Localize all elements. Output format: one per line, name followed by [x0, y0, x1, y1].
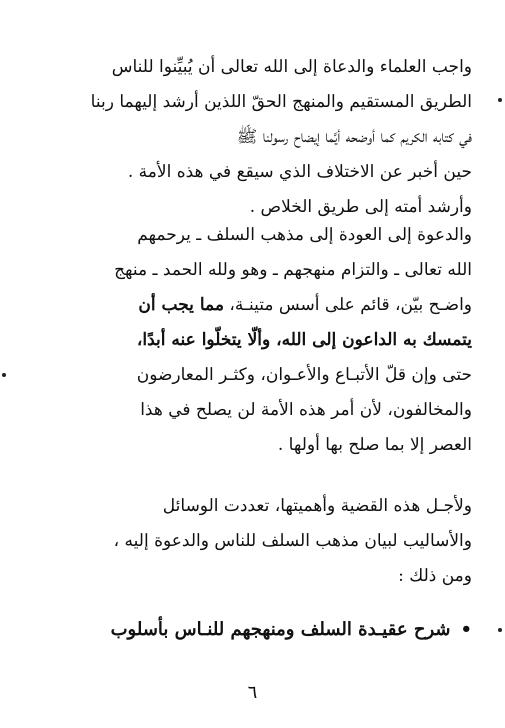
text-line: حتى وإن قلّ الأتبـاع والأعـوان، وكثـر المعارضون: [136, 365, 472, 385]
text-line: واجب العلماء والدعاة إلى الله تعالى أن يُبيِّنوا للناس: [111, 57, 472, 77]
text-line: الطريق المستقيم والمنهج الحقّ اللذين أرشد إليهما ربنا: [90, 92, 472, 112]
text-line: في كتابه الكريم كما أوضحه أيَّما إيضاح رسولنا ﷺ: [236, 127, 472, 147]
text-line: والمخالفون، لأن أمر هذه الأمة لن يصلح في هذا: [140, 400, 472, 420]
paragraph-1: [40, 50, 472, 225]
bold-text-run: مما يجب أن: [138, 295, 224, 315]
page-number: ٦: [247, 682, 258, 703]
text-line: وأرشد أمته إلى طريق الخلاص .: [249, 197, 472, 217]
text-line: ومن ذلك :: [398, 566, 472, 586]
margin-dot: [2, 373, 6, 377]
bullet-icon: •: [460, 619, 472, 640]
bold-text-line: يتمسك به الداعون إلى الله، وألّا يتخلّوا عنه أبدًا،: [136, 330, 472, 350]
text-line: العصر إلا بما صلح بها أولها .: [277, 435, 472, 455]
text-line: والدعوة إلى العودة إلى مذهب السلف ـ يرحمهم: [137, 225, 472, 245]
bullet-text: شرح عقيـدة السلف ومنهجهم للنـاس بأسلوب: [110, 619, 451, 640]
text-run: واضـح بيّن، قائم على أسس متينـة،: [223, 295, 472, 315]
bullet-item: [40, 612, 472, 647]
text-line: [40, 288, 472, 323]
text-line: الله تعالى ـ والتزام منهجهم ـ وهو ولله الحمد ـ منهج: [114, 260, 472, 280]
margin-dot: [498, 628, 502, 632]
paragraph-3: [40, 489, 472, 594]
text-line: حين أخبر عن الاختلاف الذي سيقع في هذه الأمة .: [127, 162, 472, 182]
text-line: ولأجـل هذه القضية وأهميتها، تعددت الوسائل: [162, 496, 472, 516]
paragraph-2: [40, 218, 472, 463]
margin-dot: [498, 98, 502, 102]
text-line: والأساليب لبيان مذهب السلف للناس والدعوة إليه ،: [113, 531, 472, 551]
